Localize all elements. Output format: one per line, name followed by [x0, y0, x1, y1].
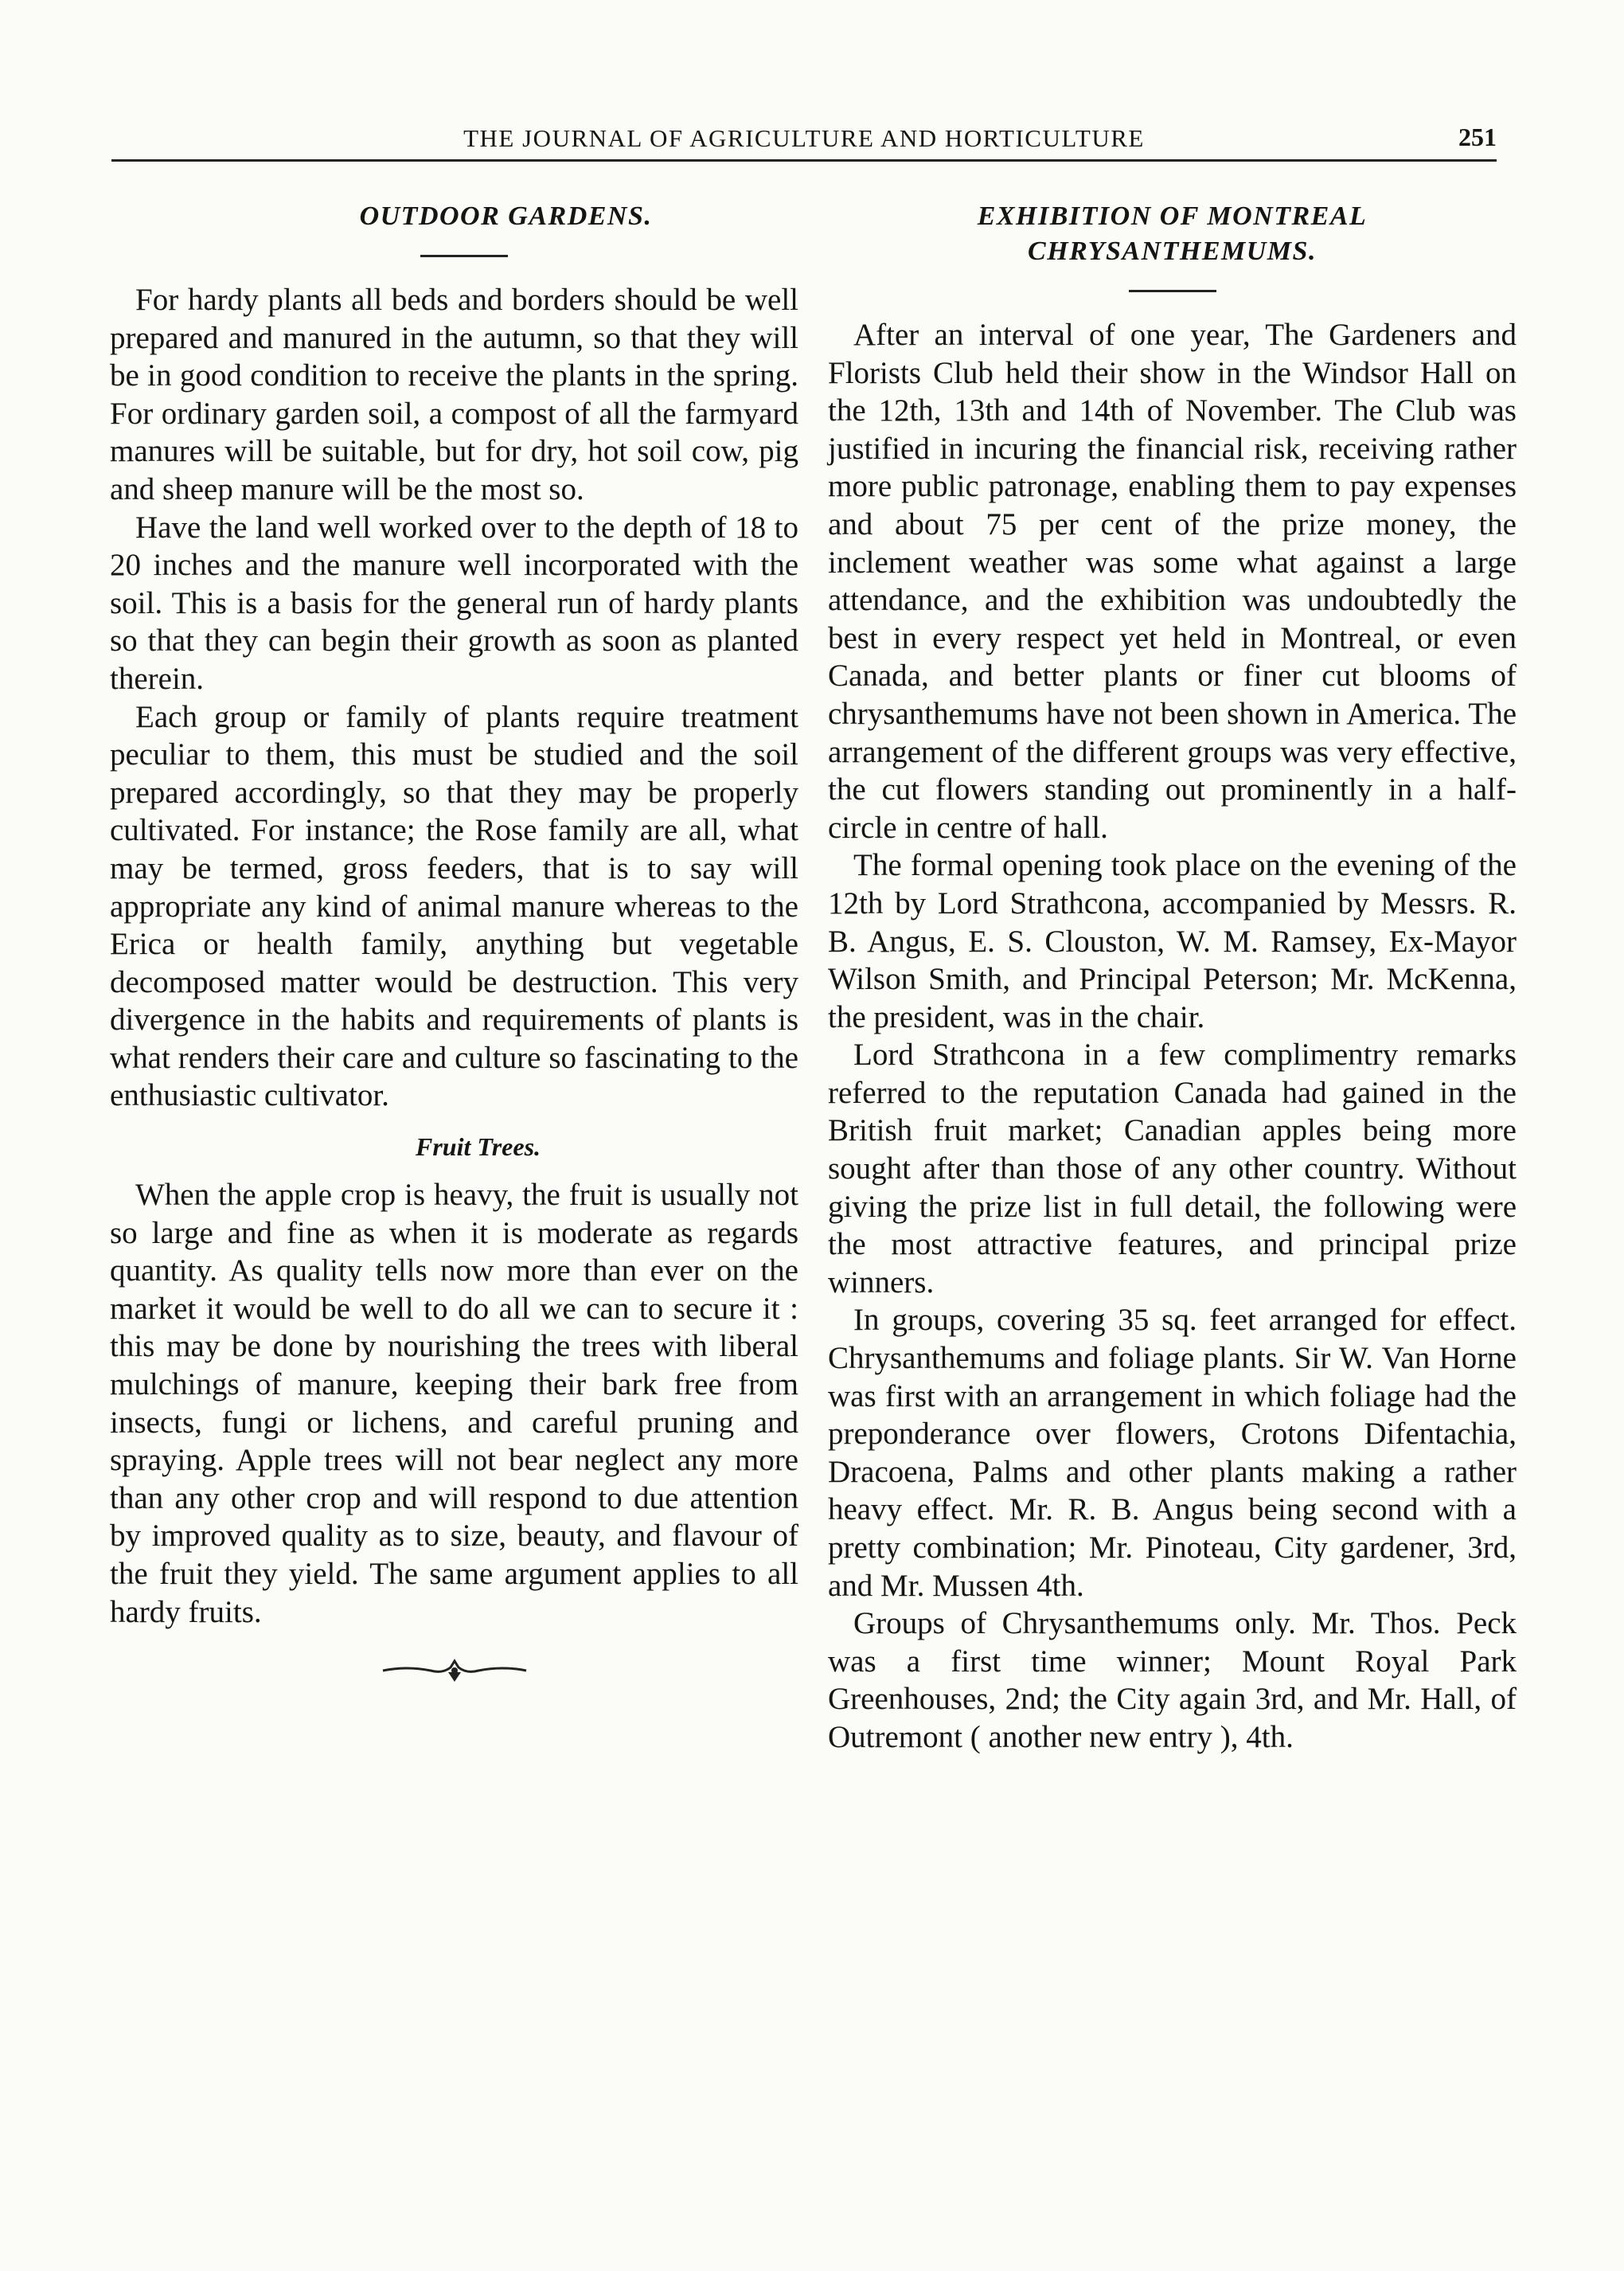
article-heading-exhibition-line2: CHRYSANTHEMUMS. — [1028, 236, 1317, 266]
paragraph: In groups, covering 35 sq. feet arranged for effect. Chrysanthemums and foliage plants. Sir W. Van Horne was first with an arrangement in which foliage had the preponderance over flowers, Crotons Difentachia, Dracoena, Palms and other plants making a rather heavy effect. Mr. R. B. Angus being second with a pretty combination; Mr. Pinoteau, City gardener, 3rd, and Mr. Mussen 4th. — [828, 1303, 1517, 1603]
journal-title: THE JOURNAL OF AGRICULTURE AND HORTICULTURE — [463, 124, 1145, 152]
paragraph: Have the land well worked over to the depth of 18 to 20 inches and the manure well incorporated with the soil. This is a basis for the general run of hardy plants so that they can begin their growth as soon as planted therein. — [110, 510, 798, 696]
right-column — [828, 199, 1517, 1757]
paragraph: The formal opening took place on the evening of the 12th by Lord Strathcona, accompanied by Messrs. R. B. Angus, E. S. Clouston, W. M. Ramsey, Ex-Mayor Wilson Smith, and Principal Peterson; Mr. McKenna, the president, was in the chair. — [828, 848, 1517, 1034]
running-header — [111, 119, 1497, 162]
ornament-divider — [375, 1655, 534, 1687]
paragraph: When the apple crop is heavy, the fruit is usually not so large and fine as when it is moderate as regards quantity. As quality tells now more than ever on the market it would be well to do all we can to secure it : this may be done by nourishing the trees with liberal mulchings of manure, keeping their bark free from insects, fungi or lichens, and careful pruning and spraying. Apple trees will not bear neglect any more than any other crop and will respond to due attention by improved quality as to size, beauty, and flavour of the fruit they yield. The same argument applies to all hardy fruits. — [110, 1178, 798, 1629]
paragraph: Each group or family of plants require treatment peculiar to them, this must be studied and the soil prepared accordingly, so that they may be properly cultivated. For instance; the Rose family are all, what may be termed, gross feeders, that is to say will appropriate any kind of animal manure whereas to the Erica or health family, anything but vegetable decomposed matter would be destruction. This very divergence in the habits and requirements of plants is what renders their care and culture so fascinating to the enthusiastic cultivator. — [110, 699, 798, 1113]
article-heading-outdoor-gardens: OUTDOOR GARDENS. — [359, 201, 653, 231]
paragraph: After an interval of one year, The Gardeners and Florists Club held their show in the Windsor Hall on the 12th, 13th and 14th of November. The Club was justified in incuring the financial risk, receiving rather more public patronage, enabling them to pay expenses and about 75 per cent of the prize money, the inclement weather was some what against a large attendance, and the exhibition was undoubtedly the best in every respect yet held in Montreal, or even Canada, and better plants or finer cut blooms of chrysanthemums have not been shown in America. The arrangement of the different groups was very effective, the cut flowers standing out prominently in a half-circle in centre of hall. — [828, 318, 1517, 845]
page-number: 251 — [1458, 123, 1497, 151]
paragraph: Groups of Chrysanthemums only. Mr. Thos. Peck was a first time winner; Mount Royal Park Greenhouses, 2nd; the City again 3rd, and Mr. Hall, of Outremont ( another new entry ), 4th. — [828, 1606, 1517, 1754]
heading-rule — [1129, 290, 1216, 292]
left-column — [110, 199, 798, 1687]
paragraph: For hardy plants all beds and borders should be well prepared and manured in the autumn, so that they will be in good condition to receive the plants in the spring. For ordinary garden soil, a compost of all the farmyard manures will be suitable, but for dry, hot soil cow, pig and sheep manure will be the most so. — [110, 283, 798, 506]
paragraph: Lord Strathcona in a few complimentry remarks referred to the reputation Canada had gained in the British fruit market; Canadian apples being more sought after than those of any other country. Without giving the prize list in full detail, the following were the most attractive features, and principal prize winners. — [828, 1038, 1517, 1300]
subheading-fruit-trees: Fruit Trees. — [415, 1132, 541, 1162]
heading-rule — [420, 255, 508, 257]
article-heading-exhibition-line1: EXHIBITION OF MONTREAL — [977, 201, 1368, 231]
